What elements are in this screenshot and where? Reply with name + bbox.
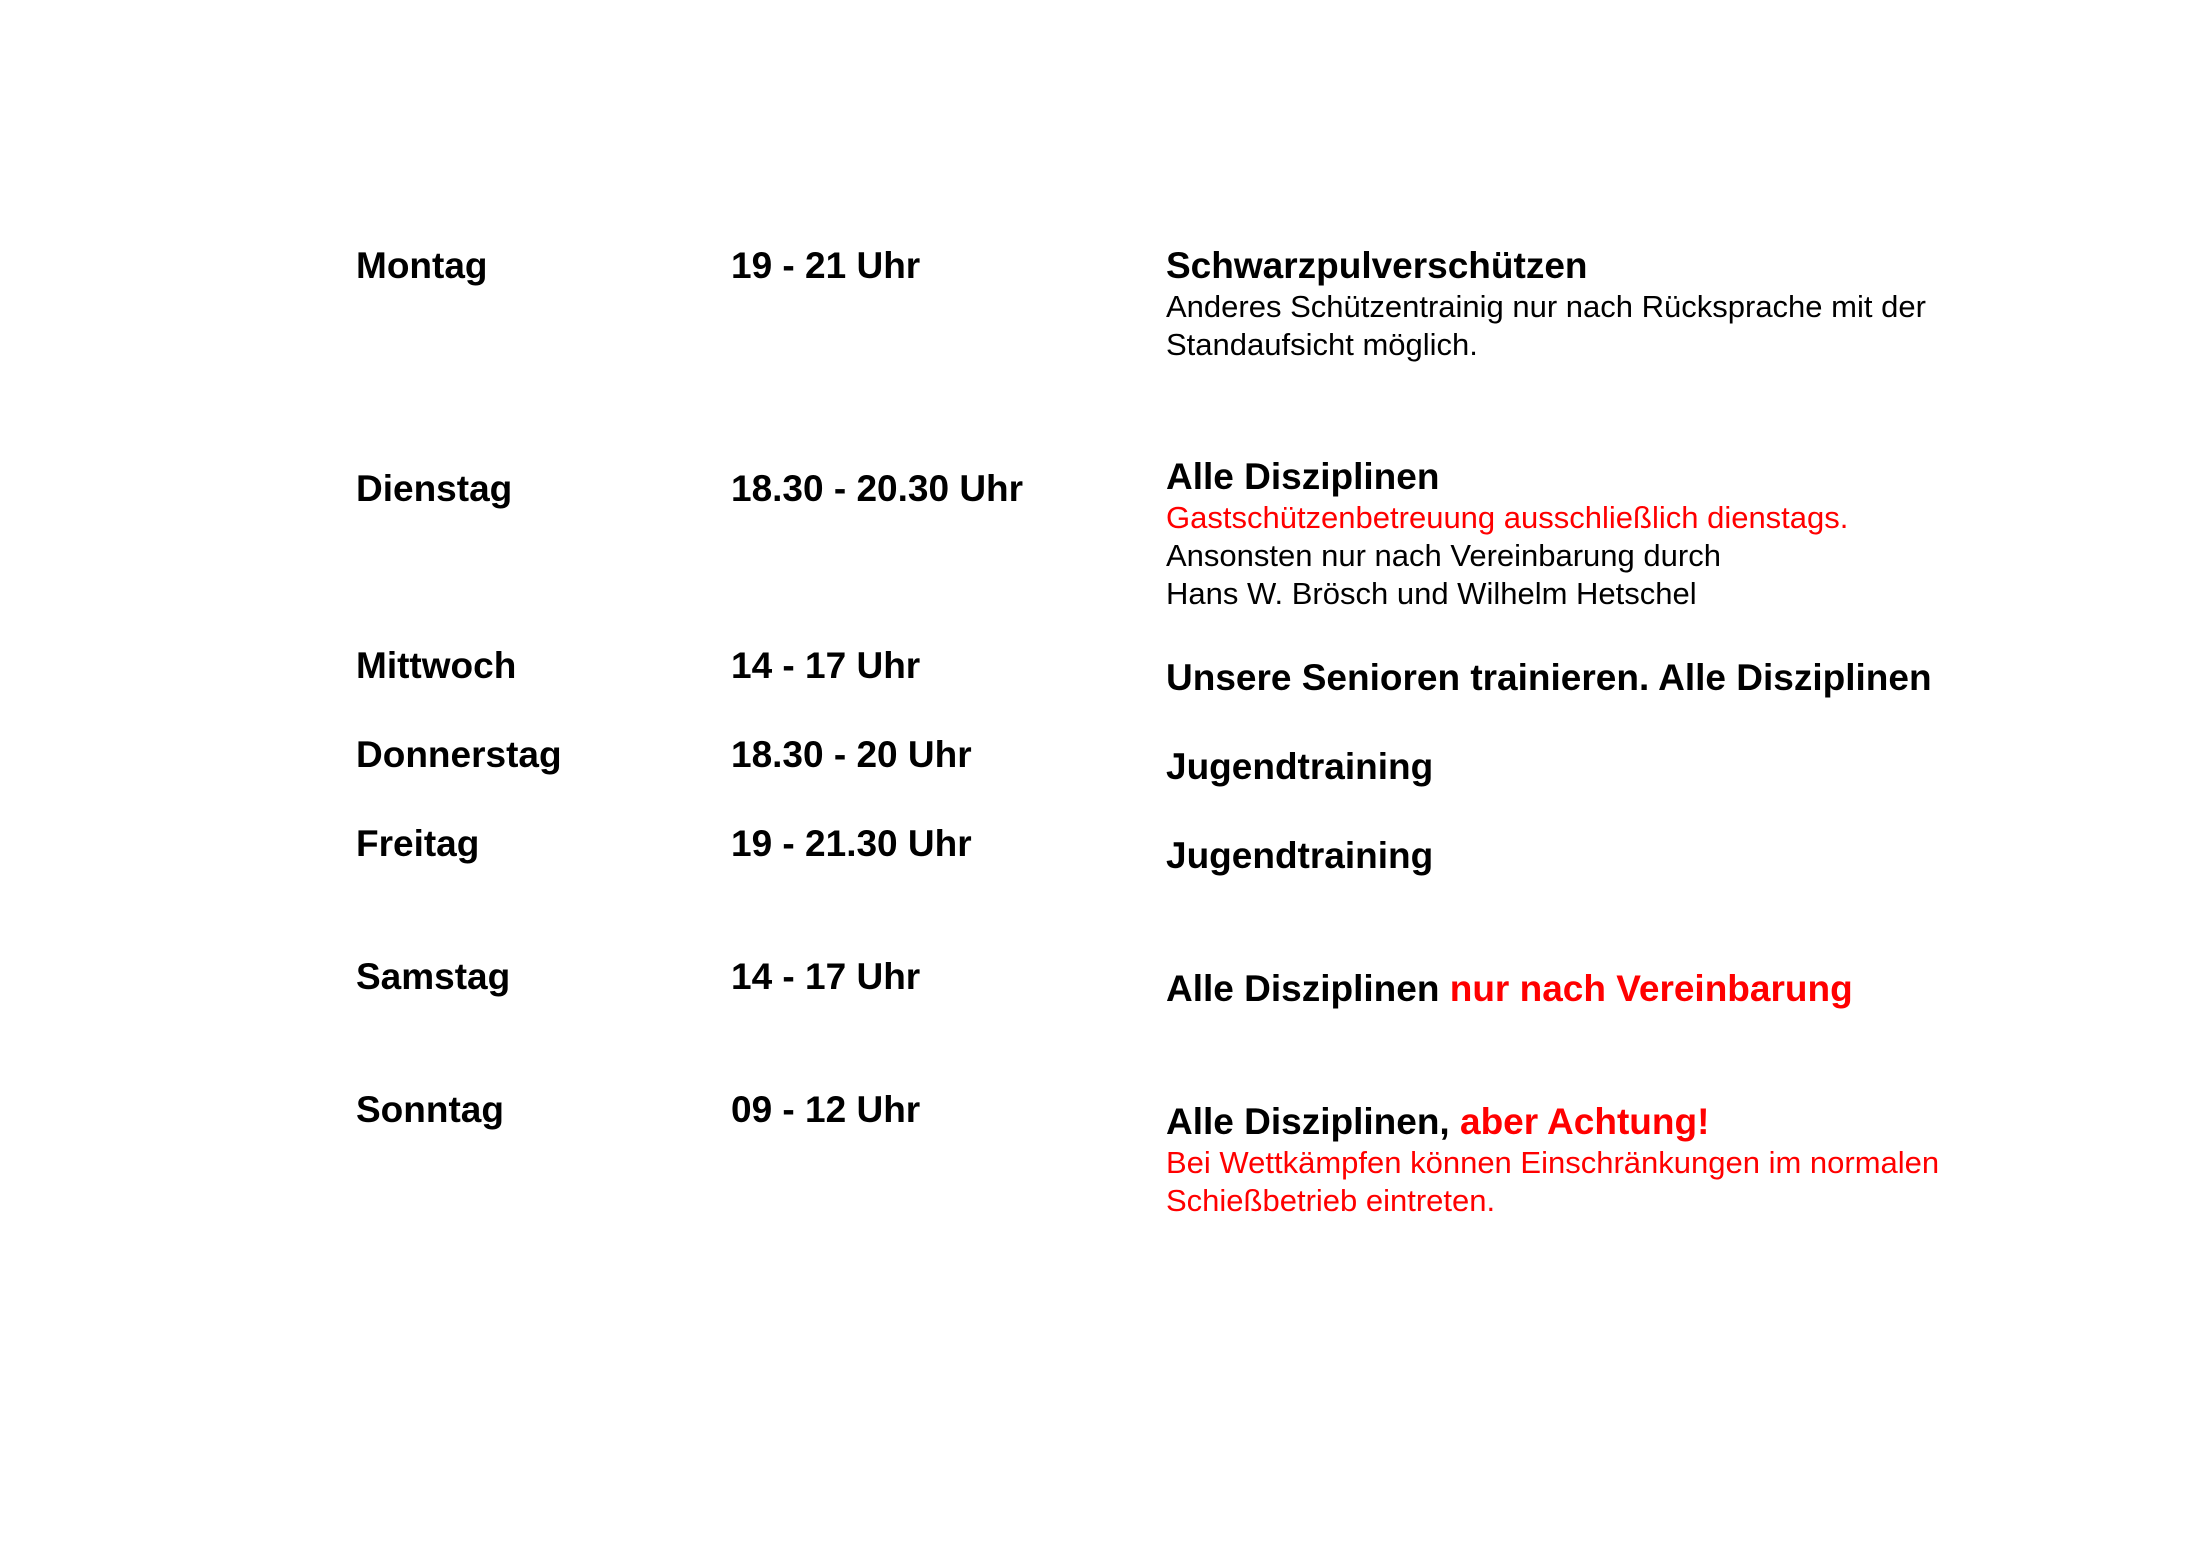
day-label: Dienstag: [356, 468, 513, 509]
description: [1166, 656, 2166, 700]
description-line: Ansonsten nur nach Vereinbarung durch: [1166, 538, 1721, 573]
description-line: Hans W. Brösch und Wilhelm Hetschel: [1166, 576, 1697, 611]
time-label: 18.30 - 20.30 Uhr: [731, 468, 1024, 509]
description-line: Anderes Schützentrainig nur nach Rücksprache mit der: [1166, 289, 1926, 324]
day-label: Mittwoch: [356, 645, 517, 686]
heading-text: Alle Disziplinen,: [1166, 1101, 1460, 1142]
description: [1166, 967, 2166, 1011]
time-label: 09 - 12 Uhr: [731, 1089, 921, 1130]
description-line-highlight: Bei Wettkämpfen können Einschränkungen im normalen: [1166, 1145, 1940, 1180]
description-heading: Jugendtraining: [1166, 746, 1434, 787]
heading-highlight: aber Achtung!: [1460, 1101, 1710, 1142]
description-heading: [1166, 967, 2166, 1011]
description: [1166, 834, 2166, 878]
description: [1166, 244, 2166, 364]
description-heading: [1166, 1100, 2166, 1144]
time-label: 18.30 - 20 Uhr: [731, 734, 972, 775]
time-label: 19 - 21.30 Uhr: [731, 823, 972, 864]
heading-text: Alle Disziplinen: [1166, 968, 1450, 1009]
day-label: Donnerstag: [356, 734, 562, 775]
description-heading: Unsere Senioren trainieren. Alle Disziplinen: [1166, 657, 1932, 698]
description-line-highlight: Schießbetrieb eintreten.: [1166, 1183, 1496, 1218]
description-heading: Alle Disziplinen: [1166, 456, 1440, 497]
day-label: Freitag: [356, 823, 480, 864]
description: [1166, 1100, 2166, 1220]
time-label: 19 - 21 Uhr: [731, 245, 921, 286]
description: [1166, 745, 2166, 789]
description: [1166, 455, 2166, 613]
description-line: Standaufsicht möglich.: [1166, 327, 1478, 362]
heading-highlight: nur nach Vereinbarung: [1449, 968, 1853, 1009]
description-heading: Jugendtraining: [1166, 835, 1434, 876]
time-label: 14 - 17 Uhr: [731, 956, 921, 997]
description-heading: Schwarzpulverschützen: [1166, 245, 1588, 286]
day-label: Samstag: [356, 956, 511, 997]
day-label: Montag: [356, 245, 488, 286]
time-label: 14 - 17 Uhr: [731, 645, 921, 686]
day-label: Sonntag: [356, 1089, 504, 1130]
description-line-highlight: Gastschützenbetreuung ausschließlich dienstags.: [1166, 500, 1849, 535]
